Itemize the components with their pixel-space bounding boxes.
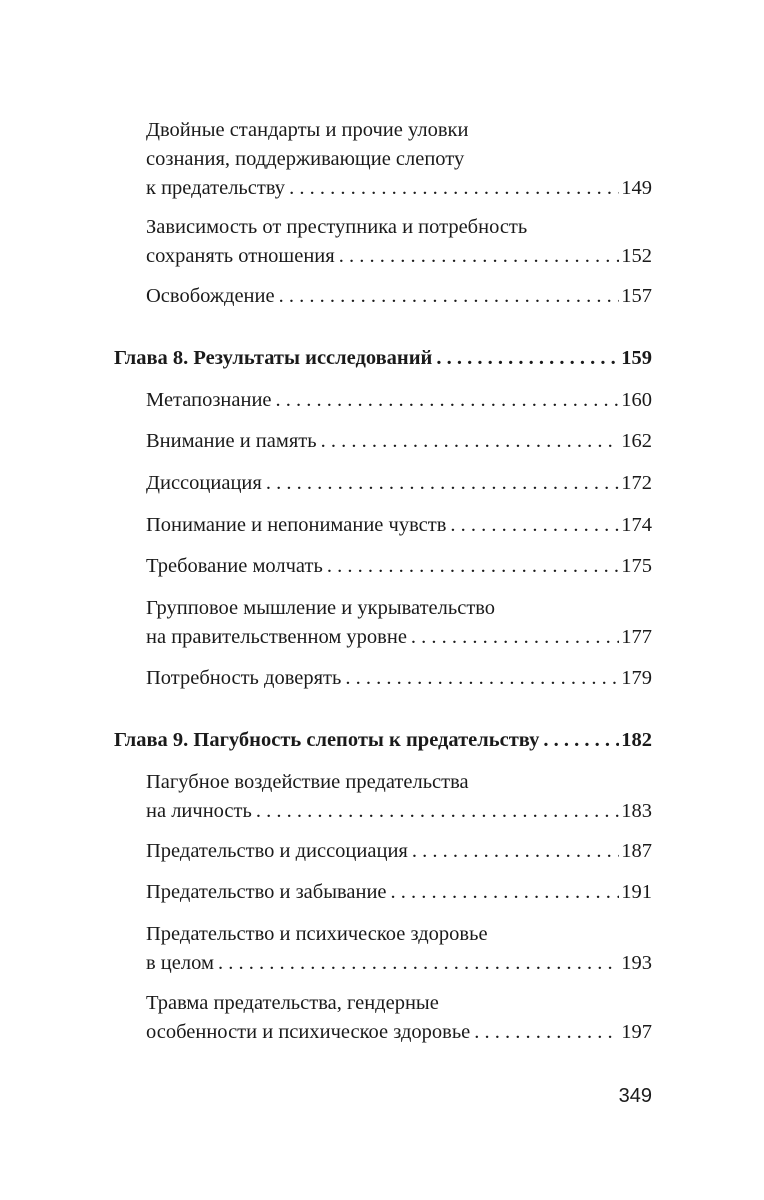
toc-chapter-8	[114, 344, 652, 373]
leader-dots	[327, 552, 619, 581]
toc-page-number: 182	[621, 729, 652, 751]
toc-entry-betrayal-dissociation	[146, 837, 652, 866]
toc-entry-title: Потребность доверять	[146, 667, 342, 689]
toc-entry-title: Метапознание	[146, 389, 272, 411]
toc-entry-title: Освобождение	[146, 285, 275, 307]
toc-entry-attention-memory	[146, 427, 652, 456]
toc-entry-title: Требование молчать	[146, 555, 323, 577]
toc-entry-personality	[146, 768, 652, 826]
toc-page-number: 159	[621, 347, 652, 369]
toc-entry-line: Предательство и психическое здоровье	[146, 923, 488, 945]
toc-page-number: 193	[621, 952, 652, 974]
toc-entry-liberation	[146, 282, 652, 311]
toc-entry-silence	[146, 552, 652, 581]
toc-entry-line: Двойные стандарты и прочие уловки	[146, 119, 469, 141]
toc-page-number: 197	[621, 1021, 652, 1043]
toc-entry-line: сознания, поддерживающие слепоту	[146, 148, 465, 170]
toc-entry-title: Внимание и память	[146, 430, 317, 452]
leader-dots	[266, 469, 619, 498]
leader-dots	[279, 282, 620, 311]
toc-page-number: 162	[621, 430, 652, 452]
toc-entry-title: Предательство и забывание	[146, 881, 387, 903]
toc-page-number: 175	[621, 555, 652, 577]
leader-dots	[474, 1018, 619, 1047]
toc-page-number: 172	[621, 472, 652, 494]
toc-page-number: 183	[621, 800, 652, 822]
toc-entry-trust	[146, 664, 652, 693]
leader-dots	[321, 427, 620, 456]
page-number: 349	[618, 1085, 652, 1107]
leader-dots	[391, 878, 620, 907]
toc-entry-title: Предательство и диссоциация	[146, 840, 408, 862]
leader-dots	[411, 623, 619, 652]
leader-dots	[543, 726, 619, 755]
toc-entry-dissociation	[146, 469, 652, 498]
leader-dots	[339, 242, 620, 271]
leader-dots	[345, 664, 619, 693]
toc-entry-title: на правительственном уровне	[146, 626, 407, 648]
leader-dots	[276, 386, 620, 415]
toc-entry-metacognition	[146, 386, 652, 415]
toc-page-number: 177	[621, 626, 652, 648]
toc-page-number: 152	[621, 245, 652, 267]
toc-entry-title: в целом	[146, 952, 214, 974]
toc-entry-title: особенности и психическое здоровье	[146, 1021, 471, 1043]
leader-dots	[450, 511, 619, 540]
toc-chapter-title: Глава 9. Пагубность слепоты к предательству	[114, 729, 540, 751]
toc-page-number: 149	[621, 177, 652, 199]
leader-dots	[289, 174, 619, 203]
toc-entry-dependence	[146, 213, 652, 271]
toc-entry-line: Пагубное воздействие предательства	[146, 771, 469, 793]
toc-page-number: 179	[621, 667, 652, 689]
toc-entry-gender	[146, 989, 652, 1047]
toc-page-number: 157	[621, 285, 652, 307]
toc-chapter-title: Глава 8. Результаты исследований	[114, 347, 433, 369]
toc-page-number: 174	[621, 514, 652, 536]
toc-entry-title: на личность	[146, 800, 252, 822]
toc-page-number: 187	[621, 840, 652, 862]
toc-entry-title: сохранять отношения	[146, 245, 335, 267]
toc-entry-title: Диссоциация	[146, 472, 262, 494]
leader-dots	[436, 344, 619, 373]
toc-entry-double-standards	[146, 116, 652, 203]
toc-entry-groupthink	[146, 594, 652, 652]
toc-entry-line: Групповое мышление и укрывательство	[146, 597, 496, 619]
toc-entry-title: к предательству	[146, 177, 286, 199]
toc-entry-forgetting	[146, 878, 652, 907]
toc-page-number: 160	[621, 389, 652, 411]
toc-entry-line: Зависимость от преступника и потребность	[146, 216, 528, 238]
toc-entry-feelings	[146, 511, 652, 540]
toc-entry-mental-health	[146, 920, 652, 978]
toc-chapter-9	[114, 726, 652, 755]
leader-dots	[412, 837, 619, 866]
toc-entry-title: Понимание и непонимание чувств	[146, 514, 447, 536]
toc-entry-line: Травма предательства, гендерные	[146, 992, 439, 1014]
leader-dots	[256, 797, 619, 826]
toc-page-number: 191	[621, 881, 652, 903]
leader-dots	[218, 949, 619, 978]
